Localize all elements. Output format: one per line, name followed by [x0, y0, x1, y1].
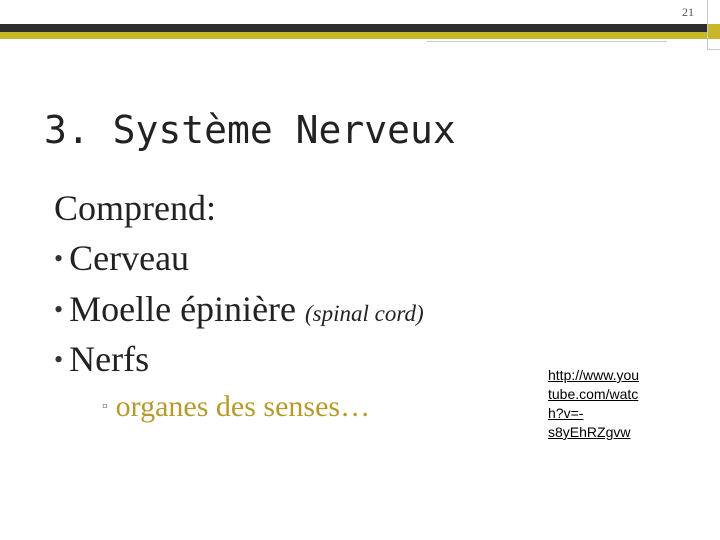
bullet-note: (spinal cord) — [305, 301, 424, 326]
bullet-text: Moelle épinière — [69, 289, 297, 329]
header-dark-bar — [0, 24, 707, 32]
slide-title: 3. Système Nerveux — [44, 108, 456, 152]
header-gold-corner — [707, 24, 720, 39]
bullet-text: Cerveau — [69, 238, 190, 278]
video-link-line[interactable]: h?v=- — [548, 405, 584, 421]
video-link-line[interactable]: s8yEhRZgvw — [548, 424, 631, 440]
bullet-item-nerfs — [54, 338, 149, 380]
bullet-item-moelle — [54, 288, 424, 330]
sub-bullet-item-organes — [102, 390, 370, 424]
bullet-dot-icon: • — [54, 295, 64, 324]
video-link-line[interactable]: http://www.you — [548, 367, 640, 383]
header-thin-line — [427, 41, 667, 42]
slide-number: 21 — [682, 5, 694, 19]
video-link[interactable] — [548, 366, 683, 442]
sub-bullet-text: organes des senses… — [115, 390, 371, 423]
bullet-item-cerveau — [54, 237, 189, 279]
bullet-dot-icon: • — [54, 345, 64, 374]
video-link-line[interactable]: tube.com/watc — [548, 386, 639, 402]
bullet-dot-icon: • — [54, 244, 64, 273]
corner-divider-vertical — [707, 0, 708, 50]
header-gold-bar — [0, 32, 707, 39]
bullet-text: Nerfs — [69, 339, 150, 379]
corner-divider-horizontal — [707, 49, 720, 50]
intro-text: Comprend: — [54, 188, 216, 228]
square-bullet-icon: ▫ — [102, 398, 108, 415]
